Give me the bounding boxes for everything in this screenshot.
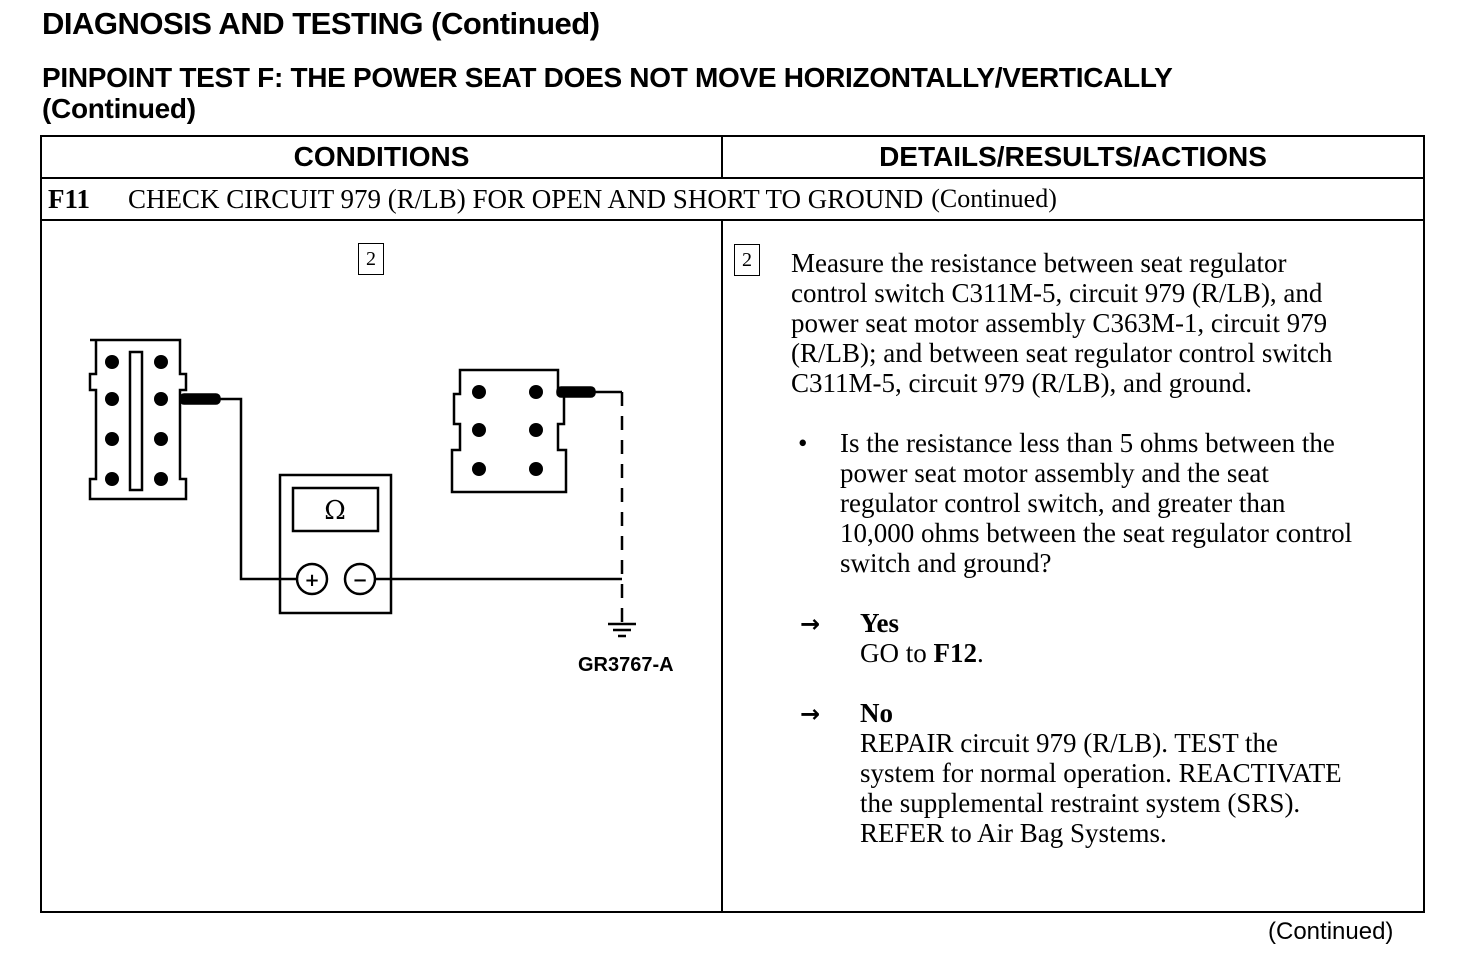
- no-action-line: REPAIR circuit 979 (R/LB). TEST the: [860, 728, 1278, 758]
- no-arrow-icon: →: [800, 700, 821, 728]
- minus-sign: −: [352, 570, 368, 591]
- switch-pin: [105, 392, 119, 406]
- question-line: regulator control switch, and greater than: [840, 488, 1286, 518]
- question-line: 10,000 ohms between the seat regulator control: [840, 518, 1353, 548]
- figure-code: GR3767-A: [578, 654, 674, 676]
- switch-pin: [105, 355, 119, 369]
- switch-pin: [154, 472, 168, 486]
- motor-pin: [529, 385, 543, 399]
- no-action: [860, 728, 1420, 848]
- step-title: CHECK CIRCUIT 979 (R/LB) FOR OPEN AND SHORT TO GROUND: [128, 183, 924, 214]
- instruction-line: C311M-5, circuit 979 (R/LB), and ground.: [791, 368, 1252, 398]
- switch-pin: [154, 392, 168, 406]
- switch-pin: [154, 355, 168, 369]
- motor-connector-outline: [452, 370, 566, 492]
- switch-pin: [154, 432, 168, 446]
- yes-action-suffix: .: [977, 638, 984, 668]
- question-line: Is the resistance less than 5 ohms between the: [840, 428, 1335, 458]
- instruction-line: power seat motor assembly C363M-1, circuit 979: [791, 308, 1328, 338]
- pinpoint-test-title-line-2: (Continued): [42, 93, 196, 124]
- bullet-icon: •: [798, 428, 808, 458]
- yes-action: [860, 638, 984, 668]
- motor-pin: [472, 423, 486, 437]
- switch-pin: [105, 472, 119, 486]
- page-title: DIAGNOSIS AND TESTING (Continued): [42, 6, 600, 41]
- conditions-column-header: CONDITIONS: [42, 137, 723, 179]
- details-column-header: DETAILS/RESULTS/ACTIONS: [723, 137, 1423, 179]
- ohm-symbol: Ω: [324, 496, 346, 526]
- question-text: [840, 428, 1420, 578]
- step-id: F11: [48, 183, 91, 214]
- pinpoint-test-title: [42, 62, 1172, 124]
- pinpoint-test-title-line-1: PINPOINT TEST F: THE POWER SEAT DOES NOT MOVE HORIZONTALLY/VERTICALLY: [42, 62, 1173, 93]
- instruction-line: Measure the resistance between seat regulator: [791, 248, 1287, 278]
- step-header-row: [42, 179, 1423, 221]
- plus-sign: +: [304, 570, 320, 591]
- motor-pin: [472, 462, 486, 476]
- no-label: No: [860, 698, 893, 728]
- no-action-line: system for normal operation. REACTIVATE: [860, 758, 1342, 788]
- yes-action-target: F12: [933, 638, 977, 668]
- switch-pin: [105, 432, 119, 446]
- no-action-line: REFER to Air Bag Systems.: [860, 818, 1167, 848]
- circuit-diagram: [40, 222, 680, 652]
- question-line: power seat motor assembly and the seat: [840, 458, 1269, 488]
- motor-pin: [529, 423, 543, 437]
- instruction-text: [791, 248, 1411, 398]
- step-continued: (Continued): [931, 184, 1057, 213]
- diagram-step-number: 2: [358, 243, 384, 275]
- motor-pin: [529, 462, 543, 476]
- instruction-line: (R/LB); and between seat regulator control switch: [791, 338, 1333, 368]
- switch-connector-slot: [130, 352, 142, 490]
- details-step-number: 2: [734, 244, 760, 276]
- yes-arrow-icon: →: [800, 610, 821, 638]
- motor-probe-tip: [557, 387, 595, 397]
- switch-probe-tip: [180, 394, 220, 404]
- yes-label: Yes: [860, 608, 899, 638]
- motor-pin: [472, 385, 486, 399]
- yes-action-prefix: GO to: [860, 638, 934, 668]
- instruction-line: control switch C311M-5, circuit 979 (R/LB), and: [791, 278, 1323, 308]
- continued-footer: (Continued): [1268, 918, 1394, 945]
- question-line: switch and ground?: [840, 548, 1052, 578]
- no-action-line: the supplemental restraint system (SRS).: [860, 788, 1301, 818]
